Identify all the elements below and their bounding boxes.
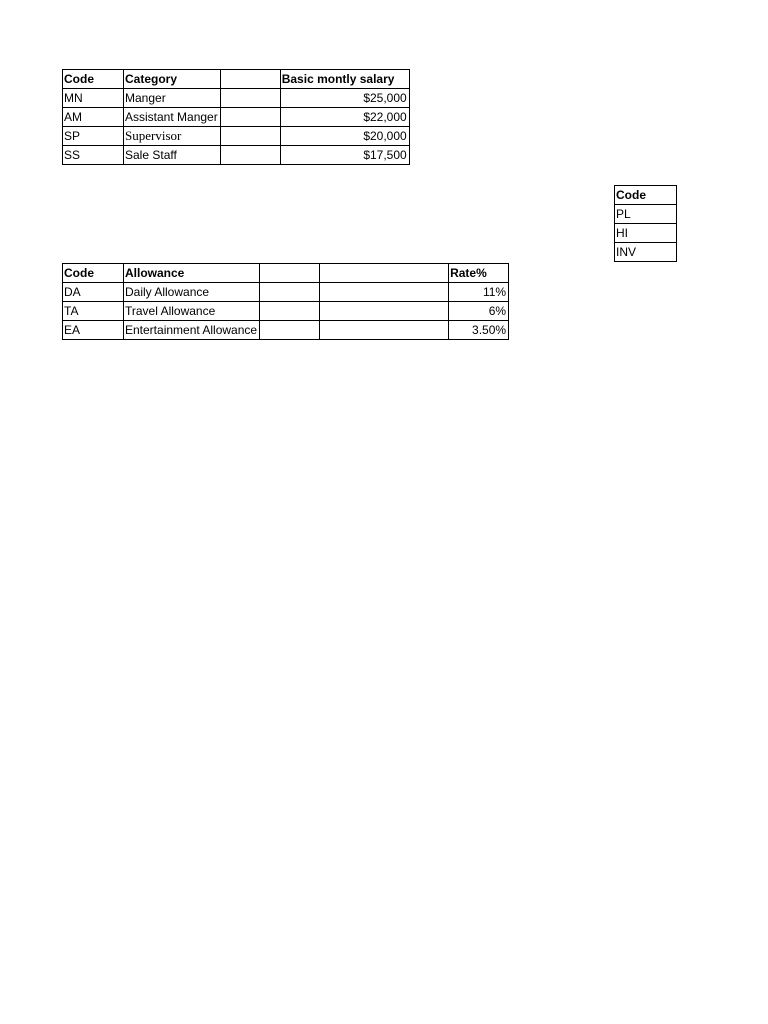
code-header-row bbox=[615, 186, 677, 205]
allowance-cell-name[interactable] bbox=[124, 321, 260, 340]
salary-header-row bbox=[63, 70, 410, 89]
allowance-name-text: Daily Allowance bbox=[125, 285, 210, 299]
allowance-header-blank[interactable] bbox=[260, 264, 320, 283]
allowance-header-blank[interactable] bbox=[320, 264, 449, 283]
table-row bbox=[63, 146, 410, 165]
salary-table bbox=[62, 69, 410, 165]
allowance-cell-blank[interactable] bbox=[320, 321, 449, 340]
allowance-cell-rate[interactable]: 11% bbox=[449, 283, 509, 302]
code-header[interactable]: Code bbox=[615, 186, 677, 205]
salary-category-text: Supervisor bbox=[125, 128, 182, 143]
allowance-cell-rate[interactable]: 6% bbox=[449, 302, 509, 321]
allowance-cell-blank[interactable] bbox=[320, 302, 449, 321]
salary-header-blank[interactable] bbox=[220, 70, 280, 89]
salary-cell-amount[interactable]: $20,000 bbox=[280, 127, 409, 146]
table-row bbox=[63, 321, 509, 340]
salary-cell-blank[interactable] bbox=[220, 89, 280, 108]
allowance-cell-code[interactable]: EA bbox=[63, 321, 124, 340]
salary-category-text: Sale Staff bbox=[125, 148, 177, 162]
allowance-header-code[interactable]: Code bbox=[63, 264, 124, 283]
code-cell[interactable]: PL bbox=[615, 205, 677, 224]
allowance-cell-code[interactable]: DA bbox=[63, 283, 124, 302]
table-row bbox=[63, 283, 509, 302]
salary-cell-amount[interactable]: $17,500 bbox=[280, 146, 409, 165]
salary-cell-blank[interactable] bbox=[220, 127, 280, 146]
salary-cell-blank[interactable] bbox=[220, 146, 280, 165]
code-cell[interactable]: INV bbox=[615, 243, 677, 262]
salary-cell-category[interactable] bbox=[124, 146, 221, 165]
salary-category-text: Manger bbox=[125, 91, 166, 105]
table-row bbox=[615, 224, 677, 243]
allowance-name-text: Entertainment Allowance bbox=[125, 323, 258, 337]
table-row bbox=[63, 127, 410, 146]
salary-cell-amount[interactable]: $25,000 bbox=[280, 89, 409, 108]
allowance-cell-code[interactable]: TA bbox=[63, 302, 124, 321]
table-row bbox=[615, 205, 677, 224]
salary-cell-category[interactable] bbox=[124, 89, 221, 108]
table-row bbox=[63, 108, 410, 127]
allowance-cell-blank[interactable] bbox=[260, 302, 320, 321]
salary-cell-code[interactable]: MN bbox=[63, 89, 124, 108]
salary-cell-code[interactable]: AM bbox=[63, 108, 124, 127]
allowance-cell-blank[interactable] bbox=[260, 321, 320, 340]
allowance-header-text: Allowance bbox=[125, 266, 185, 280]
code-table bbox=[614, 185, 677, 262]
salary-category-text: Assistant Manger bbox=[125, 110, 218, 124]
allowance-header-row bbox=[63, 264, 509, 283]
salary-cell-code[interactable]: SP bbox=[63, 127, 124, 146]
table-row bbox=[63, 89, 410, 108]
salary-header-basic-salary[interactable]: Basic montly salary bbox=[280, 70, 409, 89]
allowance-header-rate[interactable]: Rate% bbox=[449, 264, 509, 283]
allowance-cell-rate[interactable]: 3.50% bbox=[449, 321, 509, 340]
allowance-cell-name[interactable] bbox=[124, 283, 260, 302]
allowance-table bbox=[62, 263, 509, 340]
salary-header-category[interactable]: Category bbox=[124, 70, 221, 89]
allowance-header-allowance[interactable] bbox=[124, 264, 260, 283]
salary-cell-blank[interactable] bbox=[220, 108, 280, 127]
allowance-cell-name[interactable] bbox=[124, 302, 260, 321]
salary-cell-amount[interactable]: $22,000 bbox=[280, 108, 409, 127]
table-row bbox=[615, 243, 677, 262]
salary-header-code[interactable]: Code bbox=[63, 70, 124, 89]
code-cell[interactable]: HI bbox=[615, 224, 677, 243]
allowance-cell-blank[interactable] bbox=[260, 283, 320, 302]
salary-cell-category[interactable] bbox=[124, 108, 221, 127]
salary-cell-category[interactable] bbox=[124, 127, 221, 146]
allowance-cell-blank[interactable] bbox=[320, 283, 449, 302]
salary-cell-code[interactable]: SS bbox=[63, 146, 124, 165]
allowance-name-text: Travel Allowance bbox=[125, 304, 216, 318]
table-row bbox=[63, 302, 509, 321]
